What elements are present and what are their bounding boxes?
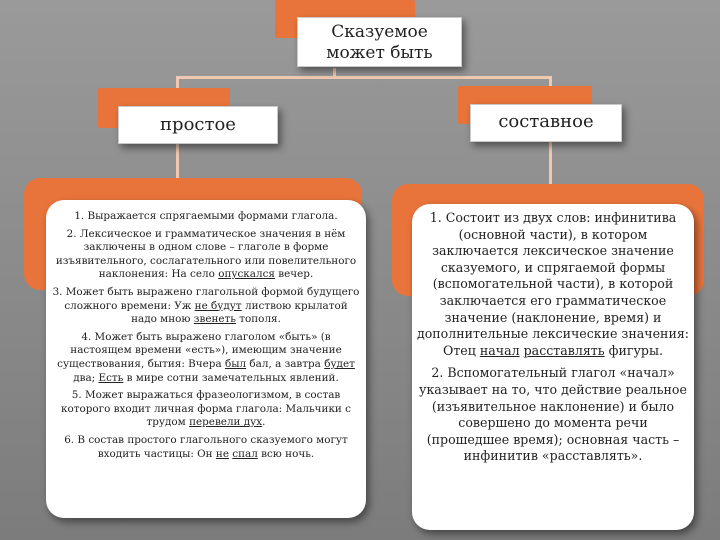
right-item-2 [416,365,690,465]
left-title-node [118,106,278,144]
connector-horizontal [176,76,552,79]
underlined-predicate: не будут [194,299,242,312]
left-item-1 [52,210,360,224]
underlined-predicate: спал [232,447,258,460]
underlined-predicate: начал [479,342,520,358]
text-fragment: 2. Вспомогательный глагол «начал» указывает на то, что действие реальное (изъявительное наклонение) и было совершено до момента речи (прошедшее время); основная часть – инфинитив «расставлять». [419,365,687,464]
right-title-node [470,104,622,142]
text-fragment: 2. Лексическое и грамматическое значения в нём заключены в одном слове – глаголе в форме изъявительного, сослагательного или повелительного наклонения: На село [55,227,357,281]
text-fragment: вечер. [274,268,314,281]
underlined-predicate: расставлять [523,342,605,358]
left-card [46,200,366,518]
text-fragment: . [262,416,266,429]
text-fragment: листвою крылатой надо мною [131,299,348,326]
text-fragment: 3. Может быть выражено глагольной формой будущего сложного времени: Уж [52,285,360,312]
text-fragment: тополя. [235,313,281,326]
left-item-3 [52,286,360,327]
right-title: составное [498,111,594,132]
text-fragment: два; [73,371,99,384]
right-item-1 [416,210,690,359]
underlined-predicate: был [224,357,247,370]
underlined-predicate: не [215,447,229,460]
root-label-line1: Сказуемое [331,22,428,42]
left-item-4 [52,331,360,385]
text-fragment: 5. Может выражаться фразеологизмом, в состав которого входит личная форма глагола: Мальчики с трудом [61,389,351,429]
connector-right-card [549,140,552,186]
right-items [416,210,690,465]
text-fragment: бал, а завтра [246,357,325,370]
text-fragment: в мире сотни замечательных явлений. [123,371,339,384]
left-items [52,210,360,461]
left-item-5 [52,389,360,430]
root-node [297,17,462,67]
left-item-6 [52,434,360,461]
left-item-2 [52,228,360,282]
text-fragment: фигуры. [604,342,663,358]
right-card [412,204,694,530]
root-label-line2: может быть [326,43,433,63]
text-fragment: всю ночь. [257,447,315,460]
left-title: простое [160,114,236,135]
underlined-predicate: опускался [218,268,275,281]
text-fragment: 6. В состав простого глагольного сказуемого могут входить частицы: Он [64,433,348,460]
connector-left-card [176,142,179,178]
underlined-predicate: перевели дух [189,416,263,429]
underlined-predicate: будет [324,357,355,370]
underlined-predicate: звенеть [193,313,236,326]
text-fragment: 1. Выражается спрягаемыми формами глагола. [74,210,338,222]
underlined-predicate: Есть [98,371,124,384]
text-fragment: 1. Состоит из двух слов: инфинитива (основной части), в котором заключается лексическое значение сказуемого, и спрягаемой формы (вспомогательной части), в которой заключается его грамматическое значение (наклонение, время) и дополнительные лексические значения: Отец [416,210,690,358]
text-fragment: 4. Может быть выражено глаголом «быть» (в настоящем времени «есть»), имеющим значение существования, бытия: Вчера [57,330,342,370]
